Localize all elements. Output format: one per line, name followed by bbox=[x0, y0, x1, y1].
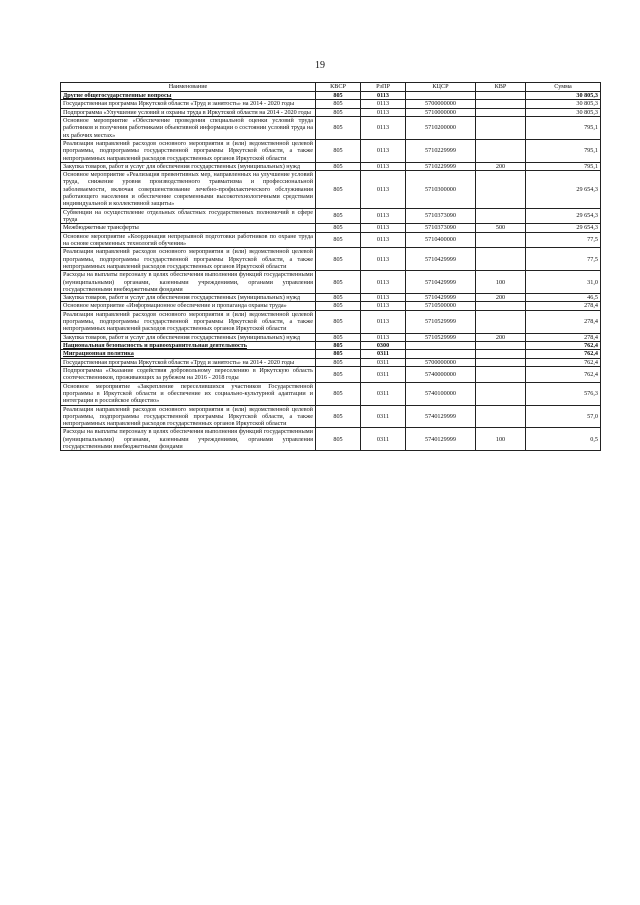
cell-kvsr: 805 bbox=[316, 428, 361, 451]
cell-rzpr: 0311 bbox=[361, 350, 406, 358]
table-row bbox=[61, 342, 601, 350]
cell-rzpr: 0311 bbox=[361, 358, 406, 366]
cell-name: Реализация направлений расходов основного мероприятия и (или) ведомственной целевой программы, подпрограммы государственной программы Иркутской области, а также непрограммных направлений расходов государственных органов Иркутской области bbox=[61, 310, 316, 333]
cell-kcsr: 5710429999 bbox=[406, 248, 476, 271]
cell-kcsr: 5740000000 bbox=[406, 366, 476, 382]
cell-kcsr: 5710500000 bbox=[406, 302, 476, 310]
cell-rzpr: 0113 bbox=[361, 294, 406, 302]
header-kcsr: КЦСР bbox=[406, 83, 476, 92]
cell-kvr bbox=[476, 302, 526, 310]
header-name: Наименование bbox=[61, 83, 316, 92]
cell-kcsr bbox=[406, 92, 476, 100]
table-row bbox=[61, 333, 601, 341]
table-row bbox=[61, 428, 601, 451]
cell-kcsr: 5710373090 bbox=[406, 224, 476, 232]
cell-kvr: 100 bbox=[476, 428, 526, 451]
cell-kvr bbox=[476, 108, 526, 116]
cell-kvsr: 805 bbox=[316, 350, 361, 358]
cell-name: Основное мероприятие «Закрепление переселившихся участников Государственной программы в Иркутской области и обеспечение их социально-культурной адаптации и интеграции в российское общество» bbox=[61, 382, 316, 405]
table-row bbox=[61, 382, 601, 405]
table-row bbox=[61, 92, 601, 100]
table-row bbox=[61, 208, 601, 224]
cell-name: Закупка товаров, работ и услуг для обеспечения государственных (муниципальных) нужд bbox=[61, 294, 316, 302]
cell-name: Субвенции на осуществление отдельных областных государственных полномочий в сфере труда bbox=[61, 208, 316, 224]
cell-kcsr: 5710400000 bbox=[406, 232, 476, 248]
cell-sum: 278,4 bbox=[526, 333, 601, 341]
table-row bbox=[61, 294, 601, 302]
cell-kvsr: 805 bbox=[316, 100, 361, 108]
cell-name: Другие общегосударственные вопросы bbox=[61, 92, 316, 100]
cell-name: Закупка товаров, работ и услуг для обеспечения государственных (муниципальных) нужд bbox=[61, 333, 316, 341]
table-row bbox=[61, 271, 601, 294]
cell-kcsr: 5710429999 bbox=[406, 271, 476, 294]
cell-kcsr: 5740100000 bbox=[406, 382, 476, 405]
cell-sum: 762,4 bbox=[526, 342, 601, 350]
cell-kcsr: 5740129999 bbox=[406, 405, 476, 428]
table-row bbox=[61, 224, 601, 232]
cell-sum: 795,1 bbox=[526, 116, 601, 139]
cell-name: Межбюджетные трансферты bbox=[61, 224, 316, 232]
cell-kvsr: 805 bbox=[316, 208, 361, 224]
cell-name: Расходы на выплаты персоналу в целях обеспечения выполнения функций государственными (муниципальными) органами, казенными учреждениями, органами управления государственными внебюджетными фондами bbox=[61, 428, 316, 451]
cell-kcsr bbox=[406, 350, 476, 358]
cell-kvr: 200 bbox=[476, 333, 526, 341]
cell-rzpr: 0113 bbox=[361, 248, 406, 271]
cell-kvr bbox=[476, 171, 526, 209]
table-row bbox=[61, 350, 601, 358]
cell-kvsr: 805 bbox=[316, 366, 361, 382]
cell-sum: 30 805,3 bbox=[526, 108, 601, 116]
budget-table bbox=[60, 82, 601, 451]
cell-sum: 795,1 bbox=[526, 139, 601, 162]
table-body bbox=[61, 92, 601, 451]
cell-rzpr: 0113 bbox=[361, 271, 406, 294]
cell-sum: 278,4 bbox=[526, 302, 601, 310]
cell-kvr bbox=[476, 358, 526, 366]
cell-rzpr: 0113 bbox=[361, 100, 406, 108]
cell-kcsr: 5710200000 bbox=[406, 116, 476, 139]
cell-kvr bbox=[476, 366, 526, 382]
cell-name: Основное мероприятие «Реализация превентивных мер, направленных на улучшение условий труда, снижение уровня производственного травматизма и профессиональной заболеваемости, включая совершенствование лечебно-профилактического обслуживания работающего населения и обеспечение современными высокотехнологичными средствами индивидуальной и коллективной защиты» bbox=[61, 171, 316, 209]
cell-kvr bbox=[476, 342, 526, 350]
table-row bbox=[61, 405, 601, 428]
cell-kvsr: 805 bbox=[316, 232, 361, 248]
table-row bbox=[61, 116, 601, 139]
cell-kvsr: 805 bbox=[316, 108, 361, 116]
header-kvr: КВР bbox=[476, 83, 526, 92]
cell-name: Закупка товаров, работ и услуг для обеспечения государственных (муниципальных) нужд bbox=[61, 162, 316, 170]
cell-sum: 762,4 bbox=[526, 350, 601, 358]
cell-rzpr: 0113 bbox=[361, 224, 406, 232]
table-row bbox=[61, 100, 601, 108]
table-row bbox=[61, 139, 601, 162]
cell-name: Национальная безопасность и правоохранительная деятельность bbox=[61, 342, 316, 350]
cell-kvr bbox=[476, 208, 526, 224]
cell-name: Миграционная политика bbox=[61, 350, 316, 358]
cell-kcsr: 5700000000 bbox=[406, 100, 476, 108]
cell-kvsr: 805 bbox=[316, 294, 361, 302]
cell-name: Основное мероприятие «Информационное обеспечение и пропаганда охраны труда» bbox=[61, 302, 316, 310]
cell-name: Государственная программа Иркутской области «Труд и занятость» на 2014 - 2020 годы bbox=[61, 358, 316, 366]
cell-rzpr: 0113 bbox=[361, 208, 406, 224]
cell-sum: 762,4 bbox=[526, 358, 601, 366]
cell-name: Реализация направлений расходов основного мероприятия и (или) ведомственной целевой программы, подпрограммы государственной программы Иркутской области, а также непрограммных направлений расходов государственных органов Иркутской области bbox=[61, 405, 316, 428]
cell-kvr bbox=[476, 232, 526, 248]
cell-kcsr: 5710529999 bbox=[406, 333, 476, 341]
cell-kvsr: 805 bbox=[316, 382, 361, 405]
cell-kcsr: 5710229999 bbox=[406, 162, 476, 170]
cell-kvsr: 805 bbox=[316, 116, 361, 139]
cell-kvr bbox=[476, 350, 526, 358]
cell-rzpr: 0311 bbox=[361, 428, 406, 451]
cell-kcsr: 5710529999 bbox=[406, 310, 476, 333]
cell-name: Расходы на выплаты персоналу в целях обеспечения выполнения функций государственными (муниципальными) органами, казенными учреждениями, органами управления государственными внебюджетными фондами bbox=[61, 271, 316, 294]
cell-kvr bbox=[476, 116, 526, 139]
table-row bbox=[61, 358, 601, 366]
cell-kvr: 100 bbox=[476, 271, 526, 294]
cell-kvsr: 805 bbox=[316, 92, 361, 100]
cell-kvsr: 805 bbox=[316, 310, 361, 333]
cell-name: Основное мероприятие «Обеспечение проведения специальной оценки условий труда работников и получения работниками объективной информации о состоянии условий труда на их рабочих местах» bbox=[61, 116, 316, 139]
cell-name: Подпрограмма «Улучшение условий и охраны труда в Иркутской области на 2014 - 2020 годы bbox=[61, 108, 316, 116]
cell-kvsr: 805 bbox=[316, 271, 361, 294]
cell-rzpr: 0113 bbox=[361, 162, 406, 170]
cell-sum: 29 654,3 bbox=[526, 208, 601, 224]
table-row bbox=[61, 108, 601, 116]
cell-kcsr: 5710373090 bbox=[406, 208, 476, 224]
cell-kcsr: 5710429999 bbox=[406, 294, 476, 302]
cell-kvsr: 805 bbox=[316, 405, 361, 428]
cell-kvr bbox=[476, 382, 526, 405]
cell-kvr bbox=[476, 139, 526, 162]
cell-sum: 576,3 bbox=[526, 382, 601, 405]
cell-rzpr: 0113 bbox=[361, 333, 406, 341]
table-row bbox=[61, 162, 601, 170]
cell-kvr bbox=[476, 248, 526, 271]
cell-sum: 795,1 bbox=[526, 162, 601, 170]
cell-rzpr: 0113 bbox=[361, 108, 406, 116]
header-kvsr: КВСР bbox=[316, 83, 361, 92]
cell-kvsr: 805 bbox=[316, 302, 361, 310]
header-sum: Сумма bbox=[526, 83, 601, 92]
cell-kvsr: 805 bbox=[316, 224, 361, 232]
cell-rzpr: 0300 bbox=[361, 342, 406, 350]
cell-sum: 29 654,3 bbox=[526, 224, 601, 232]
cell-name: Реализация направлений расходов основного мероприятия и (или) ведомственной целевой программы, подпрограммы государственной программы Иркутской области, а также непрограммных направлений расходов государственных органов Иркутской области bbox=[61, 248, 316, 271]
cell-sum: 77,5 bbox=[526, 248, 601, 271]
cell-sum: 29 654,3 bbox=[526, 171, 601, 209]
table-row bbox=[61, 366, 601, 382]
cell-rzpr: 0113 bbox=[361, 171, 406, 209]
cell-kvr: 200 bbox=[476, 162, 526, 170]
cell-kcsr: 5710229999 bbox=[406, 139, 476, 162]
header-rzpr: РзПР bbox=[361, 83, 406, 92]
cell-rzpr: 0113 bbox=[361, 116, 406, 139]
cell-kcsr: 5740129999 bbox=[406, 428, 476, 451]
cell-sum: 278,4 bbox=[526, 310, 601, 333]
cell-name: Подпрограмма «Оказание содействия добровольному переселению в Иркутскую область соотечественников, проживающих за рубежом на 2016 - 2018 годы bbox=[61, 366, 316, 382]
cell-kvsr: 805 bbox=[316, 171, 361, 209]
cell-kvsr: 805 bbox=[316, 342, 361, 350]
table-row bbox=[61, 232, 601, 248]
cell-name: Основное мероприятие «Координация непрерывной подготовки работников по охране труда на основе современных технологий обучения» bbox=[61, 232, 316, 248]
cell-sum: 762,4 bbox=[526, 366, 601, 382]
cell-kcsr bbox=[406, 342, 476, 350]
table-row bbox=[61, 171, 601, 209]
cell-kcsr: 5710000000 bbox=[406, 108, 476, 116]
cell-sum: 30 805,3 bbox=[526, 92, 601, 100]
cell-rzpr: 0113 bbox=[361, 310, 406, 333]
table-row bbox=[61, 248, 601, 271]
cell-kvsr: 805 bbox=[316, 358, 361, 366]
cell-kvr: 200 bbox=[476, 294, 526, 302]
cell-kvr bbox=[476, 405, 526, 428]
cell-rzpr: 0113 bbox=[361, 92, 406, 100]
cell-sum: 46,5 bbox=[526, 294, 601, 302]
table-row bbox=[61, 302, 601, 310]
cell-rzpr: 0311 bbox=[361, 366, 406, 382]
table-row bbox=[61, 310, 601, 333]
cell-name: Реализация направлений расходов основного мероприятия и (или) ведомственной целевой программы, подпрограммы государственной программы Иркутской области, а также непрограммных направлений расходов государственных органов Иркутской области bbox=[61, 139, 316, 162]
page-number: 19 bbox=[315, 60, 325, 71]
table-header-row bbox=[61, 83, 601, 92]
cell-rzpr: 0113 bbox=[361, 302, 406, 310]
cell-sum: 57,0 bbox=[526, 405, 601, 428]
cell-kcsr: 5700000000 bbox=[406, 358, 476, 366]
cell-kvr: 500 bbox=[476, 224, 526, 232]
cell-rzpr: 0113 bbox=[361, 139, 406, 162]
cell-kvsr: 805 bbox=[316, 333, 361, 341]
cell-kvsr: 805 bbox=[316, 248, 361, 271]
cell-kvr bbox=[476, 100, 526, 108]
cell-sum: 0,5 bbox=[526, 428, 601, 451]
cell-sum: 30 805,3 bbox=[526, 100, 601, 108]
cell-kvr bbox=[476, 310, 526, 333]
cell-sum: 77,5 bbox=[526, 232, 601, 248]
cell-rzpr: 0311 bbox=[361, 382, 406, 405]
cell-kcsr: 5710300000 bbox=[406, 171, 476, 209]
cell-kvsr: 805 bbox=[316, 162, 361, 170]
cell-kvr bbox=[476, 92, 526, 100]
cell-rzpr: 0113 bbox=[361, 232, 406, 248]
cell-sum: 31,0 bbox=[526, 271, 601, 294]
cell-name: Государственная программа Иркутской области «Труд и занятость» на 2014 - 2020 годы bbox=[61, 100, 316, 108]
cell-kvsr: 805 bbox=[316, 139, 361, 162]
cell-rzpr: 0311 bbox=[361, 405, 406, 428]
